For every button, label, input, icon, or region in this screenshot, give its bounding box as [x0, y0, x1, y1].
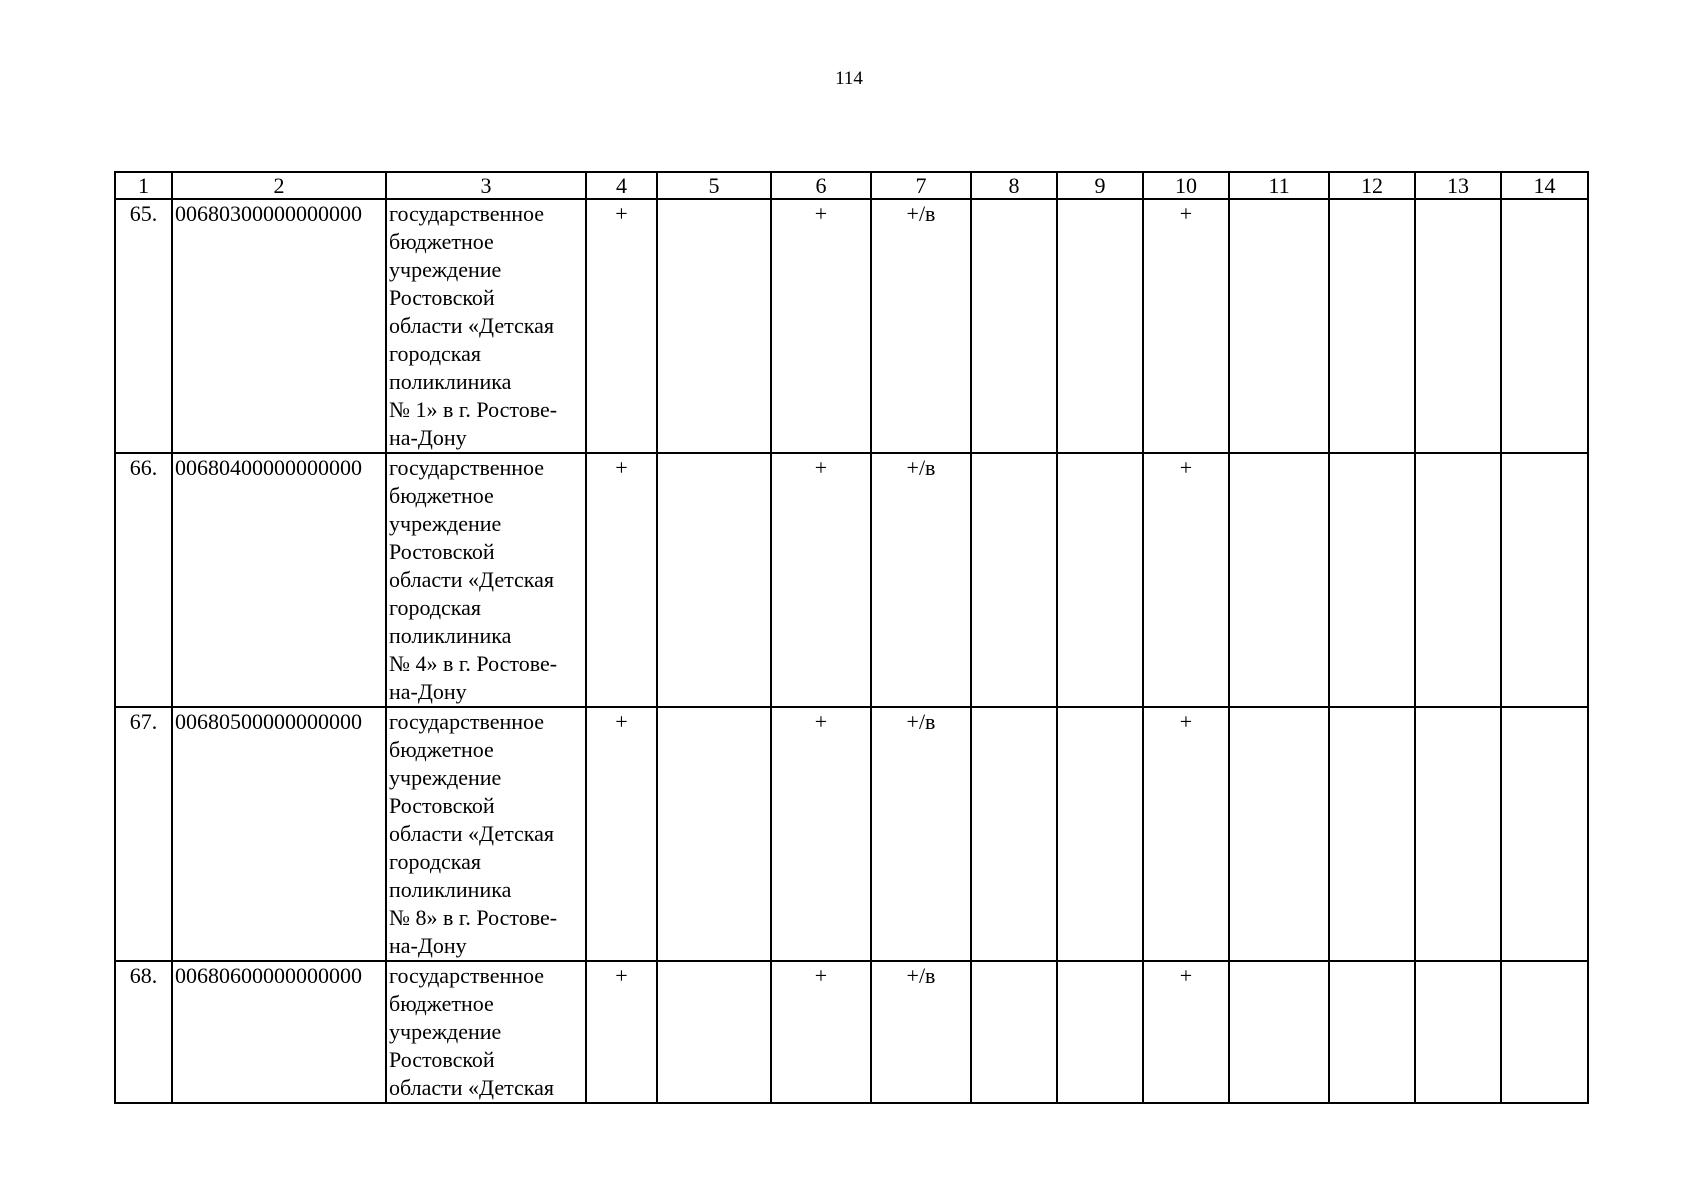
name-line: городская: [389, 849, 482, 874]
mark-cell: +: [1143, 707, 1229, 961]
name-line: учреждение: [389, 1019, 502, 1044]
mark-cell: [1057, 453, 1143, 707]
name-line: Ростовской: [389, 793, 495, 818]
row-code: 00680300000000000: [172, 199, 386, 453]
mark-cell: [1501, 199, 1588, 453]
table-row: [115, 199, 1588, 453]
row-number: 68.: [115, 961, 172, 1103]
column-header: 5: [657, 172, 771, 199]
row-name: [386, 199, 586, 453]
mark-cell: [1057, 961, 1143, 1103]
name-line: учреждение: [389, 257, 502, 282]
name-line: на-Дону: [389, 425, 467, 450]
mark-cell: +/в: [871, 961, 971, 1103]
name-line: государственное: [389, 963, 545, 988]
name-line: № 4» в г. Ростове-: [389, 651, 558, 676]
mark-cell: +/в: [871, 453, 971, 707]
mark-cell: [657, 199, 771, 453]
column-header: 8: [971, 172, 1057, 199]
column-header: 4: [586, 172, 657, 199]
mark-cell: [1329, 453, 1415, 707]
row-code: 00680600000000000: [172, 961, 386, 1103]
mark-cell: [1057, 199, 1143, 453]
mark-cell: [1415, 707, 1501, 961]
mark-cell: +: [1143, 199, 1229, 453]
mark-cell: [657, 453, 771, 707]
name-line: городская: [389, 595, 482, 620]
mark-cell: [1229, 707, 1329, 961]
mark-cell: [971, 199, 1057, 453]
row-name: [386, 961, 586, 1103]
table-row: [115, 707, 1588, 961]
mark-cell: +/в: [871, 199, 971, 453]
mark-cell: +: [586, 199, 657, 453]
name-line: государственное: [389, 201, 545, 226]
name-line: бюджетное: [389, 737, 494, 762]
mark-cell: [1329, 961, 1415, 1103]
page-number: 114: [835, 68, 863, 89]
header-row: [115, 172, 1588, 199]
column-header: 10: [1143, 172, 1229, 199]
mark-cell: [1501, 453, 1588, 707]
column-header: 12: [1329, 172, 1415, 199]
name-line: на-Дону: [389, 933, 467, 958]
name-line: на-Дону: [389, 679, 467, 704]
column-header: 3: [386, 172, 586, 199]
mark-cell: +: [586, 961, 657, 1103]
mark-cell: +: [1143, 961, 1229, 1103]
mark-cell: [971, 961, 1057, 1103]
mark-cell: +: [771, 707, 871, 961]
name-line: Ростовской: [389, 1047, 495, 1072]
mark-cell: +: [586, 707, 657, 961]
row-code: 00680400000000000: [172, 453, 386, 707]
column-header: 2: [172, 172, 386, 199]
name-line: учреждение: [389, 765, 502, 790]
name-line: области «Детская: [389, 821, 554, 846]
column-header: 6: [771, 172, 871, 199]
mark-cell: [1501, 707, 1588, 961]
mark-cell: +/в: [871, 707, 971, 961]
column-header: 7: [871, 172, 971, 199]
row-code: 00680500000000000: [172, 707, 386, 961]
mark-cell: [1229, 961, 1329, 1103]
mark-cell: +: [1143, 453, 1229, 707]
mark-cell: [1415, 961, 1501, 1103]
mark-cell: [971, 707, 1057, 961]
mark-cell: +: [771, 961, 871, 1103]
column-header: 11: [1229, 172, 1329, 199]
name-line: государственное: [389, 455, 545, 480]
name-line: области «Детская: [389, 1075, 554, 1100]
name-line: городская: [389, 341, 482, 366]
mark-cell: +: [771, 453, 871, 707]
name-line: Ростовской: [389, 285, 495, 310]
name-line: № 8» в г. Ростове-: [389, 905, 558, 930]
name-line: учреждение: [389, 511, 502, 536]
name-line: поликлиника: [389, 623, 512, 648]
name-line: поликлиника: [389, 369, 512, 394]
mark-cell: [657, 961, 771, 1103]
mark-cell: [1415, 199, 1501, 453]
mark-cell: [1229, 453, 1329, 707]
mark-cell: [1229, 199, 1329, 453]
mark-cell: [1057, 707, 1143, 961]
name-line: Ростовской: [389, 539, 495, 564]
row-number: 65.: [115, 199, 172, 453]
column-header: 1: [115, 172, 172, 199]
row-number: 66.: [115, 453, 172, 707]
mark-cell: [971, 453, 1057, 707]
mark-cell: [1415, 453, 1501, 707]
registry-table: [114, 171, 1589, 1104]
name-line: бюджетное: [389, 229, 494, 254]
mark-cell: [1329, 707, 1415, 961]
mark-cell: +: [586, 453, 657, 707]
name-line: области «Детская: [389, 567, 554, 592]
name-line: бюджетное: [389, 483, 494, 508]
column-header: 14: [1501, 172, 1588, 199]
name-line: области «Детская: [389, 313, 554, 338]
table-row: [115, 453, 1588, 707]
row-number: 67.: [115, 707, 172, 961]
name-line: бюджетное: [389, 991, 494, 1016]
column-header: 9: [1057, 172, 1143, 199]
row-name: [386, 707, 586, 961]
row-name: [386, 453, 586, 707]
mark-cell: +: [771, 199, 871, 453]
name-line: № 1» в г. Ростове-: [389, 397, 558, 422]
table-row: [115, 961, 1588, 1103]
name-line: государственное: [389, 709, 545, 734]
column-header: 13: [1415, 172, 1501, 199]
mark-cell: [1501, 961, 1588, 1103]
mark-cell: [657, 707, 771, 961]
mark-cell: [1329, 199, 1415, 453]
name-line: поликлиника: [389, 877, 512, 902]
